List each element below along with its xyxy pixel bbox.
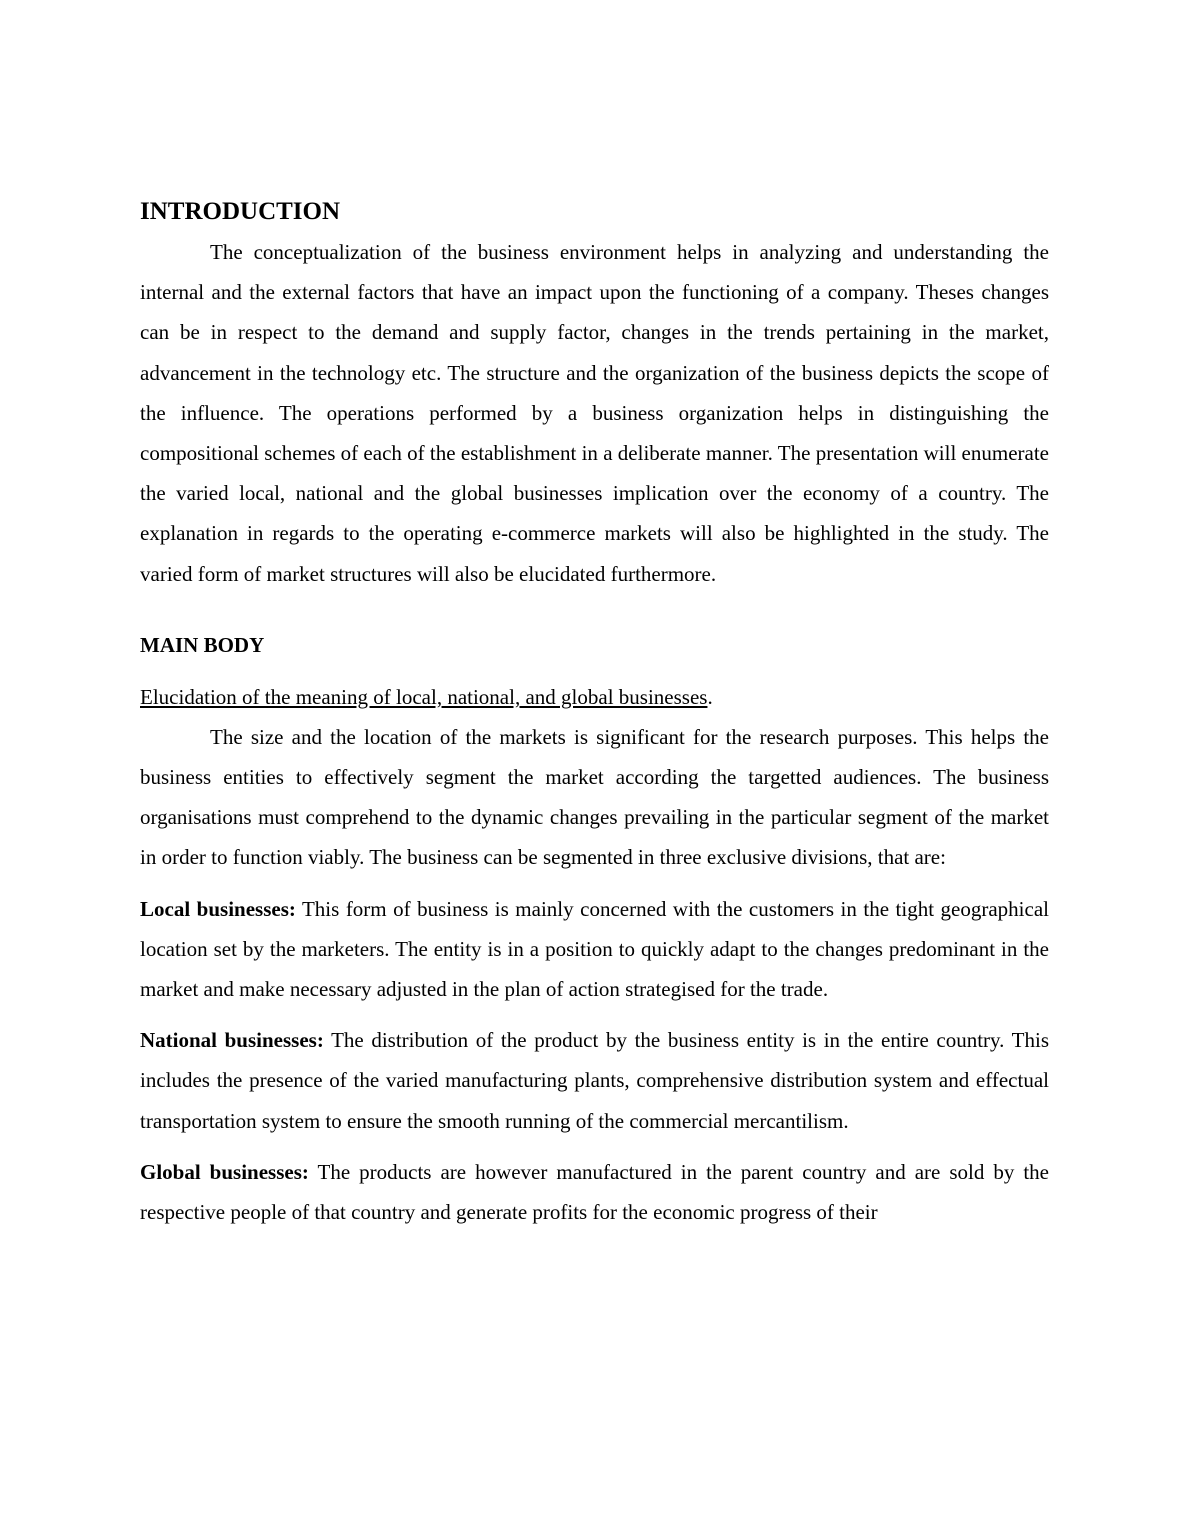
main-body-paragraph: The size and the location of the markets is significant for the research purposes. This helps the business entities to effectively segment the market according the targetted audiences. The business organisations must comprehend to the dynamic changes prevailing in the particular segment of the market in order to function viably. The business can be segmented in three exclusive divisions, that are: <box>140 724 1049 870</box>
section-subheading-period: . <box>707 684 713 709</box>
section-subheading-text: Elucidation of the meaning of local, national, and global businesses <box>140 684 708 709</box>
definition-national <box>140 1020 1049 1141</box>
definition-global-text: The products are however manufactured in the parent country and are sold by the respective people of that country and generate profits for the economic progress of their <box>140 1159 1049 1225</box>
document-page <box>140 194 1049 1232</box>
definition-local <box>140 889 1049 1010</box>
introduction-paragraph: The conceptualization of the business environment helps in analyzing and understanding the internal and the external factors that have an impact upon the functioning of a company. Theses changes can be in respect to the demand and supply factor, changes in the trends pertaining in the market, advancement in the technology etc. The structure and the organization of the business depicts the scope of the influence. The operations performed by a business organization helps in distinguishing the compositional schemes of each of the establishment in a deliberate manner. The presentation will enumerate the varied local, national and the global businesses implication over the economy of a country. The explanation in regards to the operating e-commerce markets will also be highlighted in the study. The varied form of market structures will also be elucidated furthermore. <box>140 240 1049 586</box>
section-subheading <box>140 682 1049 712</box>
definition-local-term: Local businesses: <box>140 896 296 921</box>
definition-global <box>140 1152 1049 1232</box>
definition-national-text: The distribution of the product by the business entity is in the entire country. This includes the presence of the varied manufacturing plants, comprehensive distribution system and effectual transportation system to ensure the smooth running of the commercial mercantilism. <box>140 1028 1049 1133</box>
definition-global-term: Global businesses: <box>140 1159 309 1184</box>
definition-local-text: This form of business is mainly concerned with the customers in the tight geographical location set by the marketers. The entity is in a position to quickly adapt to the changes predominant in the market and make necessary adjusted in the plan of action strategised for the trade. <box>140 896 1049 1002</box>
definition-national-term: National businesses: <box>140 1028 324 1053</box>
main-body-heading: MAIN BODY <box>140 632 265 657</box>
introduction-heading: INTRODUCTION <box>140 198 341 225</box>
